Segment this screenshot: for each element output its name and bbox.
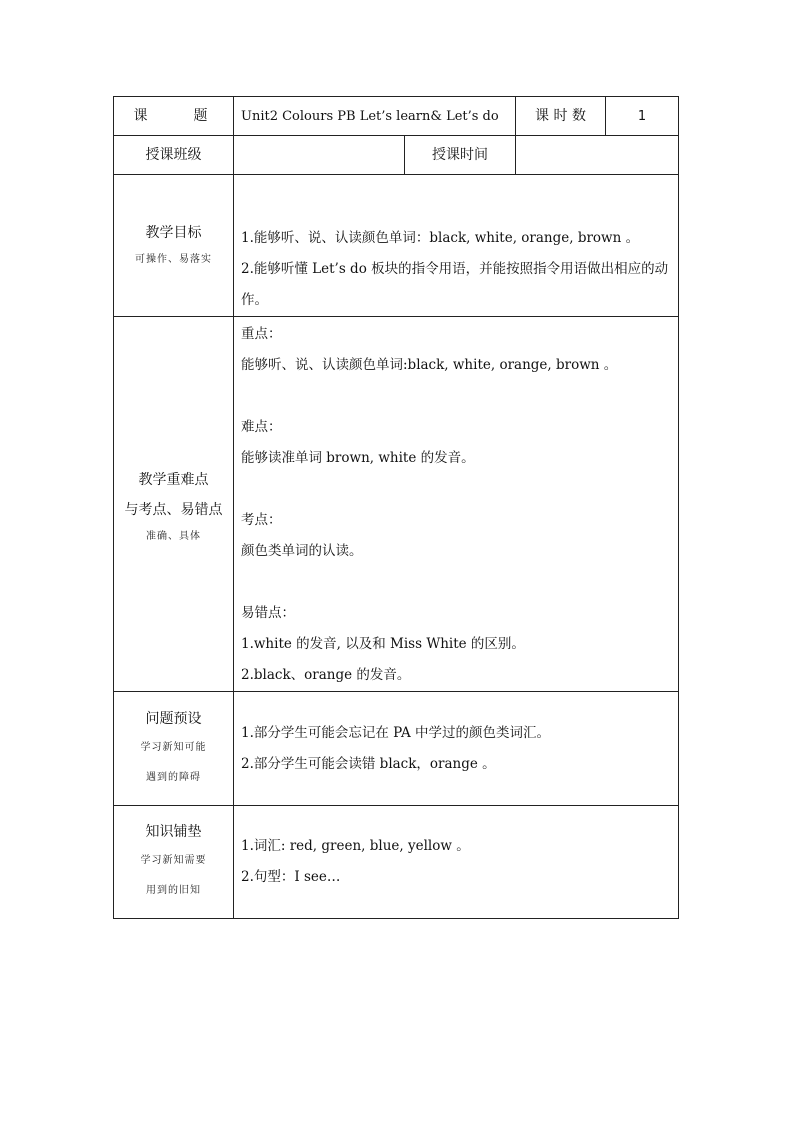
problems-sub-1: 学习新知可能 — [140, 741, 207, 753]
topic-label: 课 题 — [114, 97, 234, 136]
objectives-row — [114, 175, 679, 317]
topic-row — [114, 97, 679, 136]
error-line-1: 1.white 的发音, 以及和 Miss White 的区别。 — [241, 636, 525, 652]
problems-row — [114, 692, 679, 806]
prior-content — [234, 806, 679, 919]
class-row — [114, 136, 679, 175]
lesson-plan-table — [113, 96, 679, 919]
exam-title: 考点： — [241, 512, 282, 528]
time-label: 授课时间 — [405, 136, 516, 175]
prior-sub-2: 用到的旧知 — [146, 885, 201, 896]
prior-sub-1: 学习新知需要 — [140, 855, 207, 866]
objectives-sub: 可操作、易落实 — [135, 253, 212, 265]
class-value — [234, 136, 405, 175]
hours-label: 课 时 数 — [516, 97, 606, 136]
prior-label: 知识铺垫 — [145, 824, 202, 840]
class-label: 授课班级 — [114, 136, 234, 175]
problems-label: 问题预设 — [145, 710, 202, 727]
difficult-title: 难点： — [241, 419, 282, 435]
prior-knowledge-row — [114, 806, 679, 919]
problems-sub-2: 遇到的障碍 — [146, 771, 201, 783]
objectives-content — [234, 175, 679, 317]
objective-line-2: 2.能够听懂 Let’s do 板块的指令用语，并能按照指令用语做出相应的动作。 — [241, 261, 669, 308]
time-value — [516, 136, 679, 175]
difficult-text: 能够读准单词 brown, white 的发音。 — [241, 450, 475, 466]
exam-text: 颜色类单词的认读。 — [241, 543, 363, 559]
prior-label-cell — [114, 806, 234, 919]
topic-value: Unit2 Colours PB Let’s learn& Let’s do — [234, 97, 516, 136]
problems-content — [234, 692, 679, 806]
key-points-row — [114, 317, 679, 692]
problems-label-cell — [114, 692, 234, 806]
important-text: 能够听、说、认读颜色单词:black, white, orange, brown 。 — [241, 357, 618, 373]
hours-value: 1 — [606, 97, 679, 136]
important-title: 重点： — [241, 326, 282, 342]
error-line-2: 2.black、orange 的发音。 — [241, 667, 411, 683]
key-points-label-cell — [114, 317, 234, 692]
key-points-label-1: 教学重难点 — [138, 472, 209, 488]
prior-line-2: 2.句型：I see… — [241, 869, 341, 885]
objectives-label-cell — [114, 175, 234, 317]
key-points-label-2: 与考点、易错点 — [124, 502, 223, 518]
problem-line-2: 2.部分学生可能会读错 black，orange 。 — [241, 755, 496, 772]
error-title: 易错点： — [241, 605, 295, 621]
prior-line-1: 1.词汇: red, green, blue, yellow 。 — [241, 838, 470, 854]
key-points-content — [234, 317, 679, 692]
problem-line-1: 1.部分学生可能会忘记在 PA 中学过的颜色类词汇。 — [241, 724, 551, 741]
objective-line-1: 1.能够听、说、认读颜色单词：black, white, orange, brown 。 — [241, 230, 640, 246]
key-points-sub: 准确、具体 — [146, 531, 201, 542]
objectives-label: 教学目标 — [145, 225, 202, 242]
